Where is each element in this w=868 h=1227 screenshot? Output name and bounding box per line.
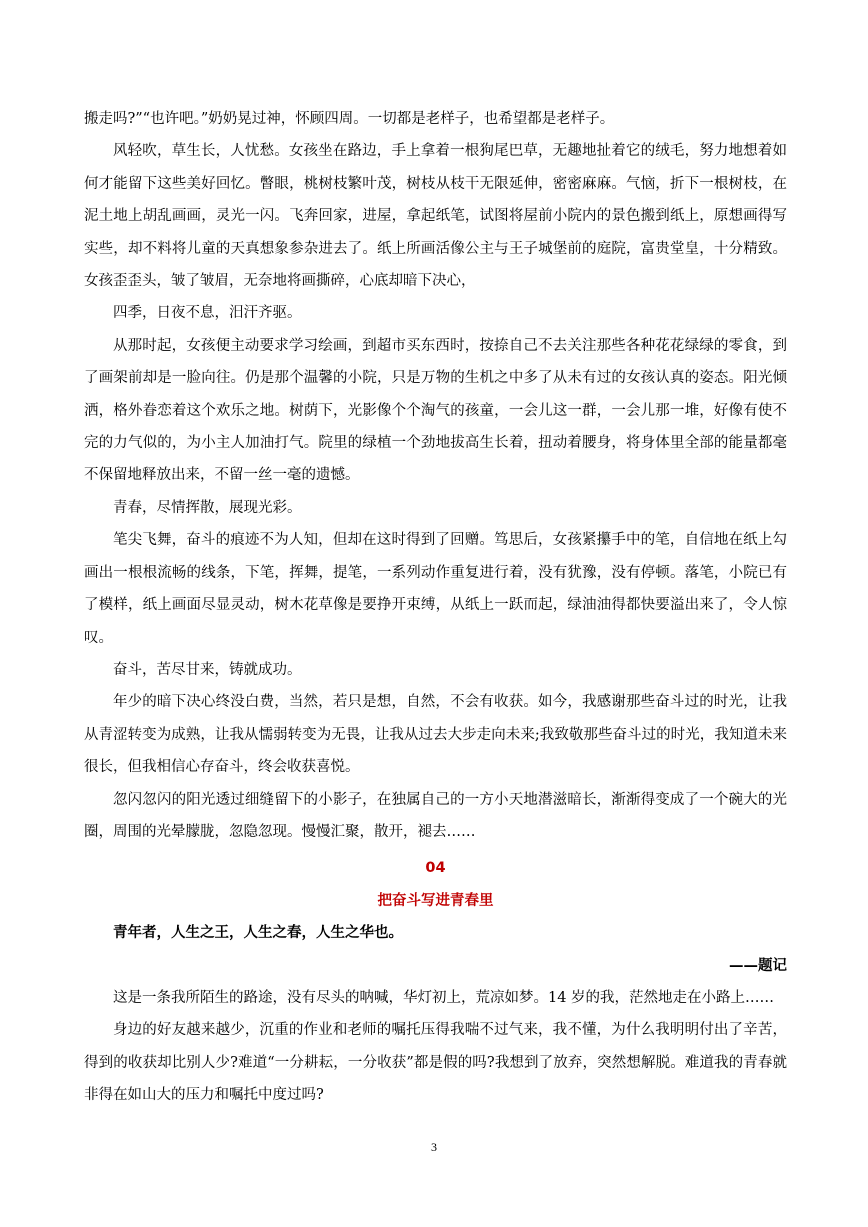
paragraph: 这是一条我所陌生的路途，没有尽头的呐喊，华灯初上，荒凉如梦。14 岁的我，茫然地走在小路上……	[113, 989, 775, 1006]
epigraph: 青年者，人生之王，人生之春，人生之华也。	[113, 925, 403, 942]
paragraph: 风轻吹，草生长，人忧愁。女孩坐在路边，手上拿着一根狗尾巴草，无趣地扯着它的绒毛，努力地想着如何才能留下这些美好回忆。瞥眼，桃树枝繁叶茂，树枝从枝干无限延伸，密密麻麻。气恼，折下一根树枝，在泥土地上胡乱画画，灵光一闪。飞奔回家，进屋，拿起纸笔，试图将屋前小院内的景色搬到纸上，原想画得写实些，却不料将儿童的天真想象参杂进去了。纸上所画活像公主与王子城堡前的庭院，富贵堂皇，十分精致。女孩歪歪头，皱了皱眉，无奈地将画撕碎，心底却暗下决心，	[84, 143, 787, 290]
document-page	[84, 103, 787, 1112]
paragraph: 奋斗，苦尽甘来，铸就成功。	[113, 661, 302, 678]
paragraph: 忽闪忽闪的阳光透过细缝留下的小影子，在独属自己的一方小天地潜滋暗长，渐渐得变成了一个碗大的光圈，周围的光晕朦胧，忽隐忽现。慢慢汇聚，散开，褪去……	[84, 791, 787, 840]
paragraph: 年少的暗下决心终没白费，当然，若只是想，自然，不会有收获。如今，我感谢那些奋斗过的时光，让我从青涩转变为成熟，让我从懦弱转变为无畏，让我从过去大步走向未来;我致敬那些奋斗过的时光，我知道未来很长，但我相信心存奋斗，终会收获喜悦。	[84, 694, 787, 776]
section-number: 04	[425, 860, 446, 877]
section-title: 把奋斗写进青春里	[377, 892, 494, 909]
paragraph: 青春，尽情挥散，展现光彩。	[113, 499, 302, 516]
paragraph: 身边的好友越来越少，沉重的作业和老师的嘱托压得我喘不过气来，我不懂，为什么我明明付出了辛苦，得到的收获却比别人少?难道“一分耕耘，一分收获”都是假的吗?我想到了放弃，突然想解脱。难道我的青春就非得在如山大的压力和嘱托中度过吗?	[84, 1022, 787, 1104]
paragraph: 从那时起，女孩便主动要求学习绘画，到超市买东西时，按捺自己不去关注那些各种花花绿绿的零食，到了画架前却是一脸向往。仍是那个温馨的小院，只是万物的生机之中多了从未有过的女孩认真的姿态。阳光倾洒，格外眷恋着这个欢乐之地。树荫下，光影像个个淘气的孩童，一会儿这一群，一会儿那一堆，好像有使不完的力气似的，为小主人加油打气。院里的绿植一个劲地拔高生长着，扭动着腰身，将身体里全部的能量都毫不保留地释放出来，不留一丝一毫的遗憾。	[84, 337, 787, 484]
paragraph: 搬走吗?”“也许吧。”奶奶晃过神，怀顾四周。一切都是老样子，也希望都是老样子。	[84, 111, 615, 127]
page-number: 3	[431, 1140, 437, 1154]
paragraph: 四季，日夜不息，汨汗齐驱。	[113, 305, 302, 322]
paragraph: 笔尖飞舞，奋斗的痕迹不为人知，但却在这时得到了回赠。笃思后，女孩紧攥手中的笔，自信地在纸上勾画出一根根流畅的线条，下笔，挥舞，提笔，一系列动作重复进行着，没有犹豫，没有停顿。落笔，小院已有了模样，纸上画面尽显灵动，树木花草像是要挣开束缚，从纸上一跃而起，绿油油得都快要溢出来了，令人惊叹。	[84, 532, 787, 646]
epigraph-source: ——题记	[729, 957, 787, 974]
